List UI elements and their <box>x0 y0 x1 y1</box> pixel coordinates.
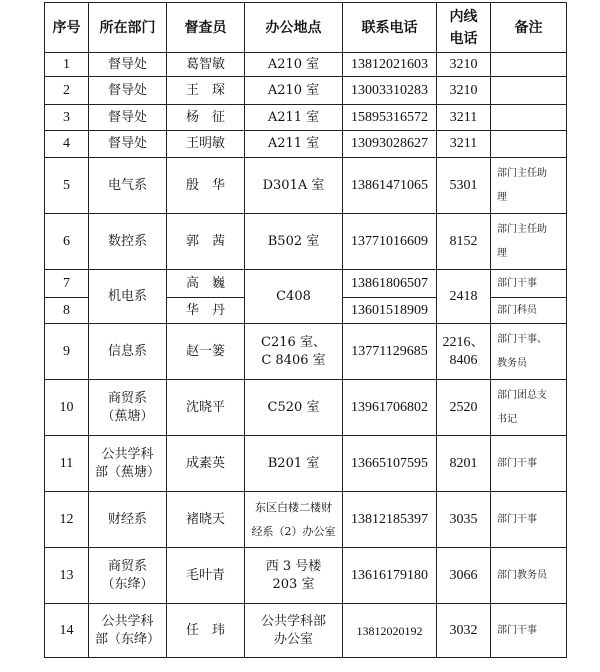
row-phone: 13771129685 <box>343 324 437 380</box>
header-note: 备注 <box>491 3 567 53</box>
row-dept: 商贸系 （东绛） <box>89 548 167 604</box>
table-row <box>45 380 567 436</box>
row-inspector: 毛叶青 <box>167 548 245 604</box>
row-inspector: 殷 华 <box>167 158 245 214</box>
row-inspector: 杨 征 <box>167 105 245 131</box>
table-row <box>45 548 567 604</box>
header-row <box>45 3 567 53</box>
row-office: D301A 室 <box>245 158 343 214</box>
row-no: 13 <box>45 548 89 604</box>
row-phone: 13665107595 <box>343 436 437 492</box>
row-office: C216 室、 C 8406 室 <box>245 324 343 380</box>
row-dept: 督导处 <box>89 53 167 77</box>
row-dept: 商贸系 （蕉塘） <box>89 380 167 436</box>
row-inspector: 王 琛 <box>167 77 245 105</box>
row-no: 3 <box>45 105 89 131</box>
row-dept: 公共学科 部（蕉塘） <box>89 436 167 492</box>
table-row <box>45 105 567 131</box>
row-office: A211 室 <box>245 105 343 131</box>
row-note <box>491 53 567 77</box>
row-note: 部门干事 <box>491 270 567 298</box>
table-row <box>45 436 567 492</box>
row-no: 10 <box>45 380 89 436</box>
row-dept: 督导处 <box>89 77 167 105</box>
row-office: B201 室 <box>245 436 343 492</box>
row-office: A210 室 <box>245 53 343 77</box>
table-row <box>45 131 567 158</box>
row-note: 部门干事 <box>491 604 567 658</box>
row-no: 12 <box>45 492 89 548</box>
row-phone: 13812185397 <box>343 492 437 548</box>
row-phone: 13616179180 <box>343 548 437 604</box>
table-row <box>45 270 567 298</box>
row-dept: 督导处 <box>89 131 167 158</box>
row-phone: 13861806507 <box>343 270 437 298</box>
row-dept: 督导处 <box>89 105 167 131</box>
header-extension: 内线 电话 <box>437 3 491 53</box>
row-no: 5 <box>45 158 89 214</box>
row-no: 6 <box>45 214 89 270</box>
row-extension: 3211 <box>437 131 491 158</box>
row-extension: 3032 <box>437 604 491 658</box>
row-note: 部门干事 <box>491 492 567 548</box>
row-inspector: 褚晓天 <box>167 492 245 548</box>
row-extension: 3210 <box>437 77 491 105</box>
row-inspector: 成素英 <box>167 436 245 492</box>
row-note: 部门主任助 理 <box>491 214 567 270</box>
row-extension: 3211 <box>437 105 491 131</box>
row-dept: 机电系 <box>89 270 167 324</box>
row-note <box>491 105 567 131</box>
row-phone: 13771016609 <box>343 214 437 270</box>
row-office: C408 <box>245 270 343 324</box>
row-note <box>491 131 567 158</box>
row-phone: 15895316572 <box>343 105 437 131</box>
header-dept: 所在部门 <box>89 3 167 53</box>
row-note: 部门科员 <box>491 298 567 324</box>
row-inspector: 任 玮 <box>167 604 245 658</box>
header-phone: 联系电话 <box>343 3 437 53</box>
inspector-contact-table <box>44 2 567 658</box>
row-phone: 13003310283 <box>343 77 437 105</box>
row-no: 4 <box>45 131 89 158</box>
row-dept: 公共学科 部（东绛） <box>89 604 167 658</box>
row-phone: 13861471065 <box>343 158 437 214</box>
row-extension: 2418 <box>437 270 491 324</box>
row-office: B502 室 <box>245 214 343 270</box>
row-no: 1 <box>45 53 89 77</box>
row-inspector: 沈晓平 <box>167 380 245 436</box>
row-phone: 13961706802 <box>343 380 437 436</box>
row-office: A211 室 <box>245 131 343 158</box>
row-extension: 3066 <box>437 548 491 604</box>
row-dept: 财经系 <box>89 492 167 548</box>
row-note: 部门教务员 <box>491 548 567 604</box>
row-inspector: 葛智敏 <box>167 53 245 77</box>
row-no: 14 <box>45 604 89 658</box>
row-note: 部门干事、 教务员 <box>491 324 567 380</box>
table-row <box>45 324 567 380</box>
row-phone: 13601518909 <box>343 298 437 324</box>
row-no: 11 <box>45 436 89 492</box>
row-inspector: 王明敏 <box>167 131 245 158</box>
row-note: 部门主任助 理 <box>491 158 567 214</box>
row-extension: 8152 <box>437 214 491 270</box>
row-inspector: 华 丹 <box>167 298 245 324</box>
row-extension: 2216、 8406 <box>437 324 491 380</box>
row-no: 8 <box>45 298 89 324</box>
header-no: 序号 <box>45 3 89 53</box>
row-note: 部门干事 <box>491 436 567 492</box>
row-inspector: 高 巍 <box>167 270 245 298</box>
table-row <box>45 604 567 658</box>
row-office: 西 3 号楼 203 室 <box>245 548 343 604</box>
row-extension: 3210 <box>437 53 491 77</box>
row-office: C520 室 <box>245 380 343 436</box>
table-row <box>45 158 567 214</box>
row-note <box>491 77 567 105</box>
row-dept: 信息系 <box>89 324 167 380</box>
row-phone: 13812020192 <box>343 604 437 658</box>
row-extension: 8201 <box>437 436 491 492</box>
row-extension: 2520 <box>437 380 491 436</box>
row-office: 东区白楼二楼财 经系（2）办公室 <box>245 492 343 548</box>
row-inspector: 赵一篓 <box>167 324 245 380</box>
row-no: 2 <box>45 77 89 105</box>
contact-table-document <box>44 2 566 658</box>
row-no: 7 <box>45 270 89 298</box>
row-note: 部门团总支 书记 <box>491 380 567 436</box>
row-phone: 13812021603 <box>343 53 437 77</box>
row-dept: 电气系 <box>89 158 167 214</box>
row-inspector: 郭 茜 <box>167 214 245 270</box>
header-inspector: 督查员 <box>167 3 245 53</box>
table-row <box>45 77 567 105</box>
table-row <box>45 492 567 548</box>
row-phone: 13093028627 <box>343 131 437 158</box>
header-office: 办公地点 <box>245 3 343 53</box>
row-dept: 数控系 <box>89 214 167 270</box>
table-row <box>45 53 567 77</box>
table-row <box>45 214 567 270</box>
row-office: A210 室 <box>245 77 343 105</box>
row-no: 9 <box>45 324 89 380</box>
row-office: 公共学科部 办公室 <box>245 604 343 658</box>
row-extension: 5301 <box>437 158 491 214</box>
row-extension: 3035 <box>437 492 491 548</box>
